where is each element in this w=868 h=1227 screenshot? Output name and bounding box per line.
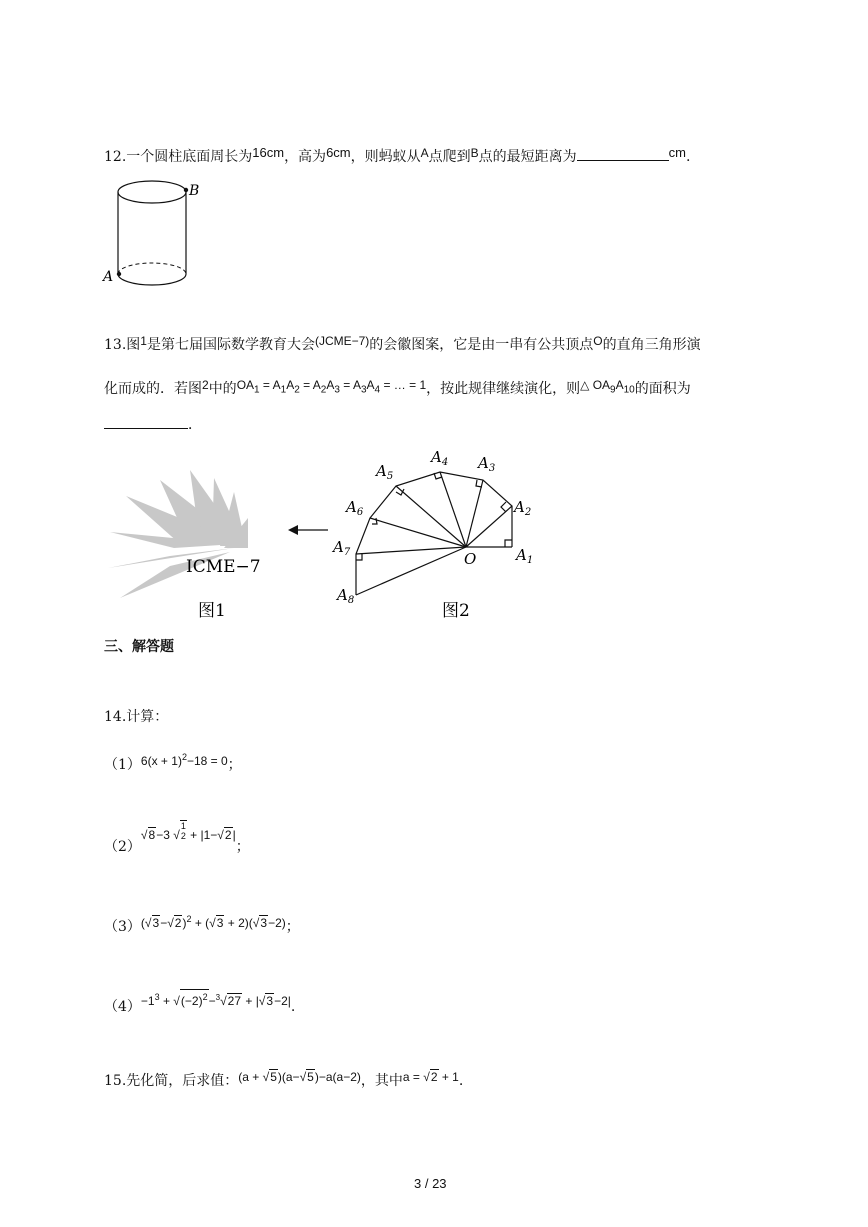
label-A6: $A_6$ <box>346 498 364 518</box>
q13-line2: 化而成的．若图2中的$OA_1 = A_1A_2 = A_2A_3 = A_3A_4$ = … = 1，按此规律继续演化，则△ $OA_9A_{10}$的面积为 <box>104 378 691 397</box>
label-A1: $A_1$ <box>516 546 534 566</box>
expression-4: $-1^3 + √(-2)^2-^3√27 + |√3-2|$ <box>141 994 291 1008</box>
q15-text: 15.先化简，后求值：(a + √5)(a−√5)−a(a−2)，其中a = √2 + 1. <box>104 1070 464 1089</box>
label-A5: $A_5$ <box>376 462 394 482</box>
expression-15: (a + √5)(a−√5)−a(a−2) <box>238 1070 361 1084</box>
label-A8: $A_8$ <box>337 586 355 606</box>
q12-text: 12.一个圆柱底面周长为16cm，高为6cm，则蚂蚁从A点爬到B点的最短距离为 cm. <box>104 145 691 165</box>
label-A7: $A_7$ <box>333 538 351 558</box>
cylinder-figure <box>100 172 210 292</box>
triangle-formula: △ $OA_9A_{10}$ <box>580 378 635 396</box>
answer-blank-q12[interactable] <box>577 160 669 161</box>
q14-item4: $(4)-1^3 + √(-2)^2-^3√27 + |√3-2|$. <box>104 994 295 1016</box>
q14-item1: $(1)6(x + 1)^2-18 = 0$； <box>104 752 242 773</box>
arrow-left-icon <box>286 520 330 540</box>
equal-segments-formula: $OA_1 = A_1A_2 = A_2A_3 = A_3A_4$ = … = 1 <box>236 378 427 396</box>
q13-line3: ． <box>104 416 202 434</box>
point-A <box>117 272 121 276</box>
figure2-caption: 图2 <box>442 601 470 621</box>
page-number: 3 / 23 <box>414 1176 447 1191</box>
label-O: O <box>464 550 477 568</box>
expression-3: $(√3-√2)^2 + (√3 + 2)(√3-2)$ <box>140 914 286 930</box>
q13-line1: 13.图1是第七届国际数学教育大会(JCME−7)的会徽图案，它是由一串有公共顶点O的直角三角形演 <box>104 334 701 353</box>
icme-logo-figure <box>100 460 270 630</box>
q14-item2: （2）√8−3 √1 2 + |1−√2|； <box>104 821 250 855</box>
label-B: B <box>189 183 200 199</box>
answer-blank-q13[interactable] <box>104 428 188 429</box>
figure1-caption: 图1 <box>198 601 226 621</box>
q14-title: 14.计算： <box>104 709 169 725</box>
equation-1: $6(x + 1)^2-18 = 0$ <box>140 752 228 768</box>
label-A2: $A_2$ <box>514 498 532 518</box>
label-A3: $A_3$ <box>478 454 496 474</box>
icme-label: ICME−7 <box>186 557 261 577</box>
condition-15: a = √2 + 1 <box>402 1070 459 1084</box>
section-title: 三、解答题 <box>104 639 174 655</box>
spiral-triangles-figure <box>330 440 550 630</box>
q14-item3: $(3)(√3-√2)^2 + (√3 + 2)(√3-2)$； <box>104 914 300 935</box>
label-A: A <box>103 269 114 285</box>
expression-2: √8−3 √1 2 + |1−√2| <box>140 821 236 842</box>
label-A4: $A_4$ <box>431 448 449 468</box>
point-B <box>184 188 188 192</box>
